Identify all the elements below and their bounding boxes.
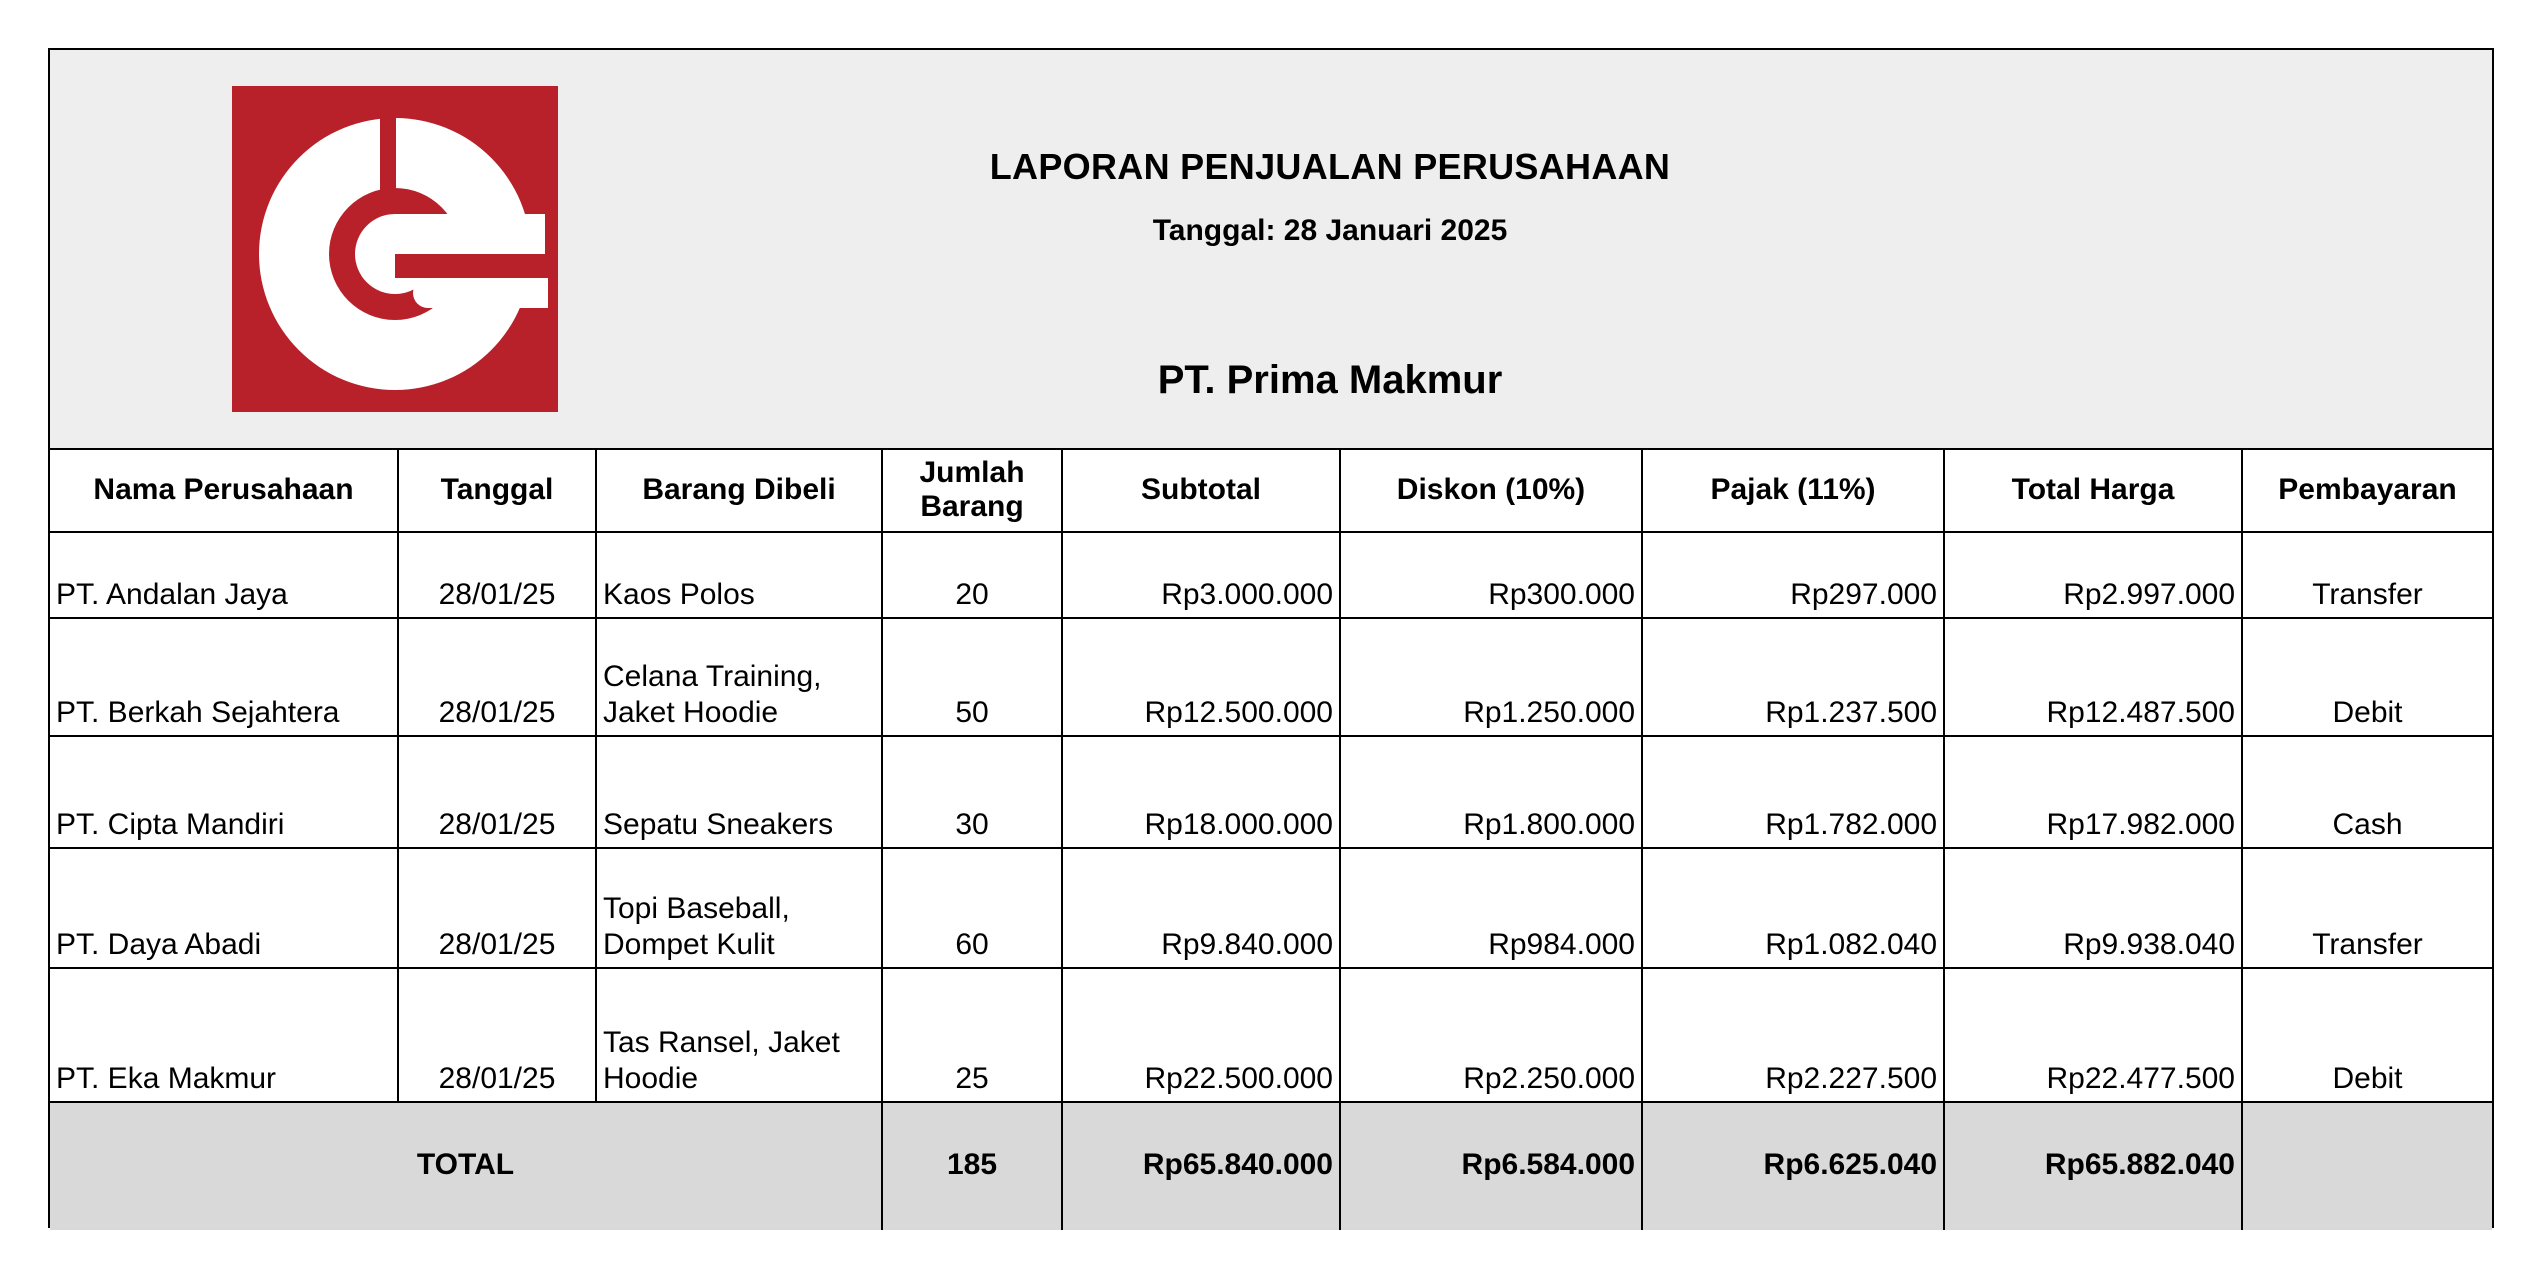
cell-diskon: Rp300.000 — [1340, 532, 1642, 618]
table-row — [50, 618, 2492, 736]
cell-nama: PT. Berkah Sejahtera — [50, 618, 398, 736]
report-date: Tanggal: 28 Januari 2025 — [1152, 214, 1508, 247]
table-row — [50, 848, 2492, 968]
column-header: Barang Dibeli — [596, 448, 882, 532]
cell-diskon: Rp1.250.000 — [1340, 618, 1642, 736]
cell-tanggal: 28/01/25 — [398, 848, 596, 968]
cell-nama: PT. Eka Makmur — [50, 968, 398, 1102]
total-jumlah: 185 — [882, 1102, 1062, 1230]
total-row — [50, 1102, 2492, 1230]
cell-barang: Topi Baseball, Dompet Kulit — [596, 848, 882, 968]
total-label: TOTAL — [50, 1102, 882, 1230]
cell-total: Rp17.982.000 — [1944, 736, 2242, 848]
column-header: Pajak (11%) — [1642, 448, 1944, 532]
cell-subtotal: Rp9.840.000 — [1062, 848, 1340, 968]
table-row — [50, 968, 2492, 1102]
cell-jumlah: 30 — [882, 736, 1062, 848]
cell-pajak: Rp1.782.000 — [1642, 736, 1944, 848]
column-header: Subtotal — [1062, 448, 1340, 532]
company-logo-icon — [232, 86, 558, 412]
cell-total: Rp9.938.040 — [1944, 848, 2242, 968]
total-pembayaran-empty — [2242, 1102, 2492, 1230]
cell-barang: Tas Ransel, Jaket Hoodie — [596, 968, 882, 1102]
cell-tanggal: 28/01/25 — [398, 618, 596, 736]
cell-diskon: Rp1.800.000 — [1340, 736, 1642, 848]
cell-jumlah: 20 — [882, 532, 1062, 618]
cell-diskon: Rp984.000 — [1340, 848, 1642, 968]
total-subtotal: Rp65.840.000 — [1062, 1102, 1340, 1230]
cell-jumlah: 25 — [882, 968, 1062, 1102]
cell-pembayaran: Transfer — [2242, 532, 2492, 618]
cell-pajak: Rp2.227.500 — [1642, 968, 1944, 1102]
table-row — [50, 532, 2492, 618]
cell-jumlah: 60 — [882, 848, 1062, 968]
total-diskon: Rp6.584.000 — [1340, 1102, 1642, 1230]
sales-table — [50, 448, 2492, 1230]
cell-barang: Celana Training, Jaket Hoodie — [596, 618, 882, 736]
cell-pembayaran: Transfer — [2242, 848, 2492, 968]
cell-nama: PT. Cipta Mandiri — [50, 736, 398, 848]
column-header: Total Harga — [1944, 448, 2242, 532]
cell-subtotal: Rp22.500.000 — [1062, 968, 1340, 1102]
column-header: Diskon (10%) — [1340, 448, 1642, 532]
cell-barang: Sepatu Sneakers — [596, 736, 882, 848]
column-header: Jumlah Barang — [882, 448, 1062, 532]
cell-jumlah: 50 — [882, 618, 1062, 736]
cell-pembayaran: Cash — [2242, 736, 2492, 848]
cell-subtotal: Rp18.000.000 — [1062, 736, 1340, 848]
cell-pajak: Rp1.237.500 — [1642, 618, 1944, 736]
cell-total: Rp2.997.000 — [1944, 532, 2242, 618]
cell-pajak: Rp297.000 — [1642, 532, 1944, 618]
report-title: LAPORAN PENJUALAN PERUSAHAAN — [989, 146, 1671, 187]
cell-total: Rp22.477.500 — [1944, 968, 2242, 1102]
cell-subtotal: Rp3.000.000 — [1062, 532, 1340, 618]
report-sheet — [48, 48, 2494, 1228]
column-header: Pembayaran — [2242, 448, 2492, 532]
cell-pajak: Rp1.082.040 — [1642, 848, 1944, 968]
cell-diskon: Rp2.250.000 — [1340, 968, 1642, 1102]
cell-subtotal: Rp12.500.000 — [1062, 618, 1340, 736]
company-name: PT. Prima Makmur — [1157, 358, 1503, 402]
cell-nama: PT. Daya Abadi — [50, 848, 398, 968]
cell-tanggal: 28/01/25 — [398, 736, 596, 848]
cell-pembayaran: Debit — [2242, 968, 2492, 1102]
table-row — [50, 736, 2492, 848]
total-pajak: Rp6.625.040 — [1642, 1102, 1944, 1230]
cell-total: Rp12.487.500 — [1944, 618, 2242, 736]
cell-barang: Kaos Polos — [596, 532, 882, 618]
cell-pembayaran: Debit — [2242, 618, 2492, 736]
column-header: Nama Perusahaan — [50, 448, 398, 532]
cell-tanggal: 28/01/25 — [398, 532, 596, 618]
cell-tanggal: 28/01/25 — [398, 968, 596, 1102]
table-header-row — [50, 448, 2492, 532]
column-header: Tanggal — [398, 448, 596, 532]
total-harga: Rp65.882.040 — [1944, 1102, 2242, 1230]
cell-nama: PT. Andalan Jaya — [50, 532, 398, 618]
report-header — [50, 50, 2492, 450]
